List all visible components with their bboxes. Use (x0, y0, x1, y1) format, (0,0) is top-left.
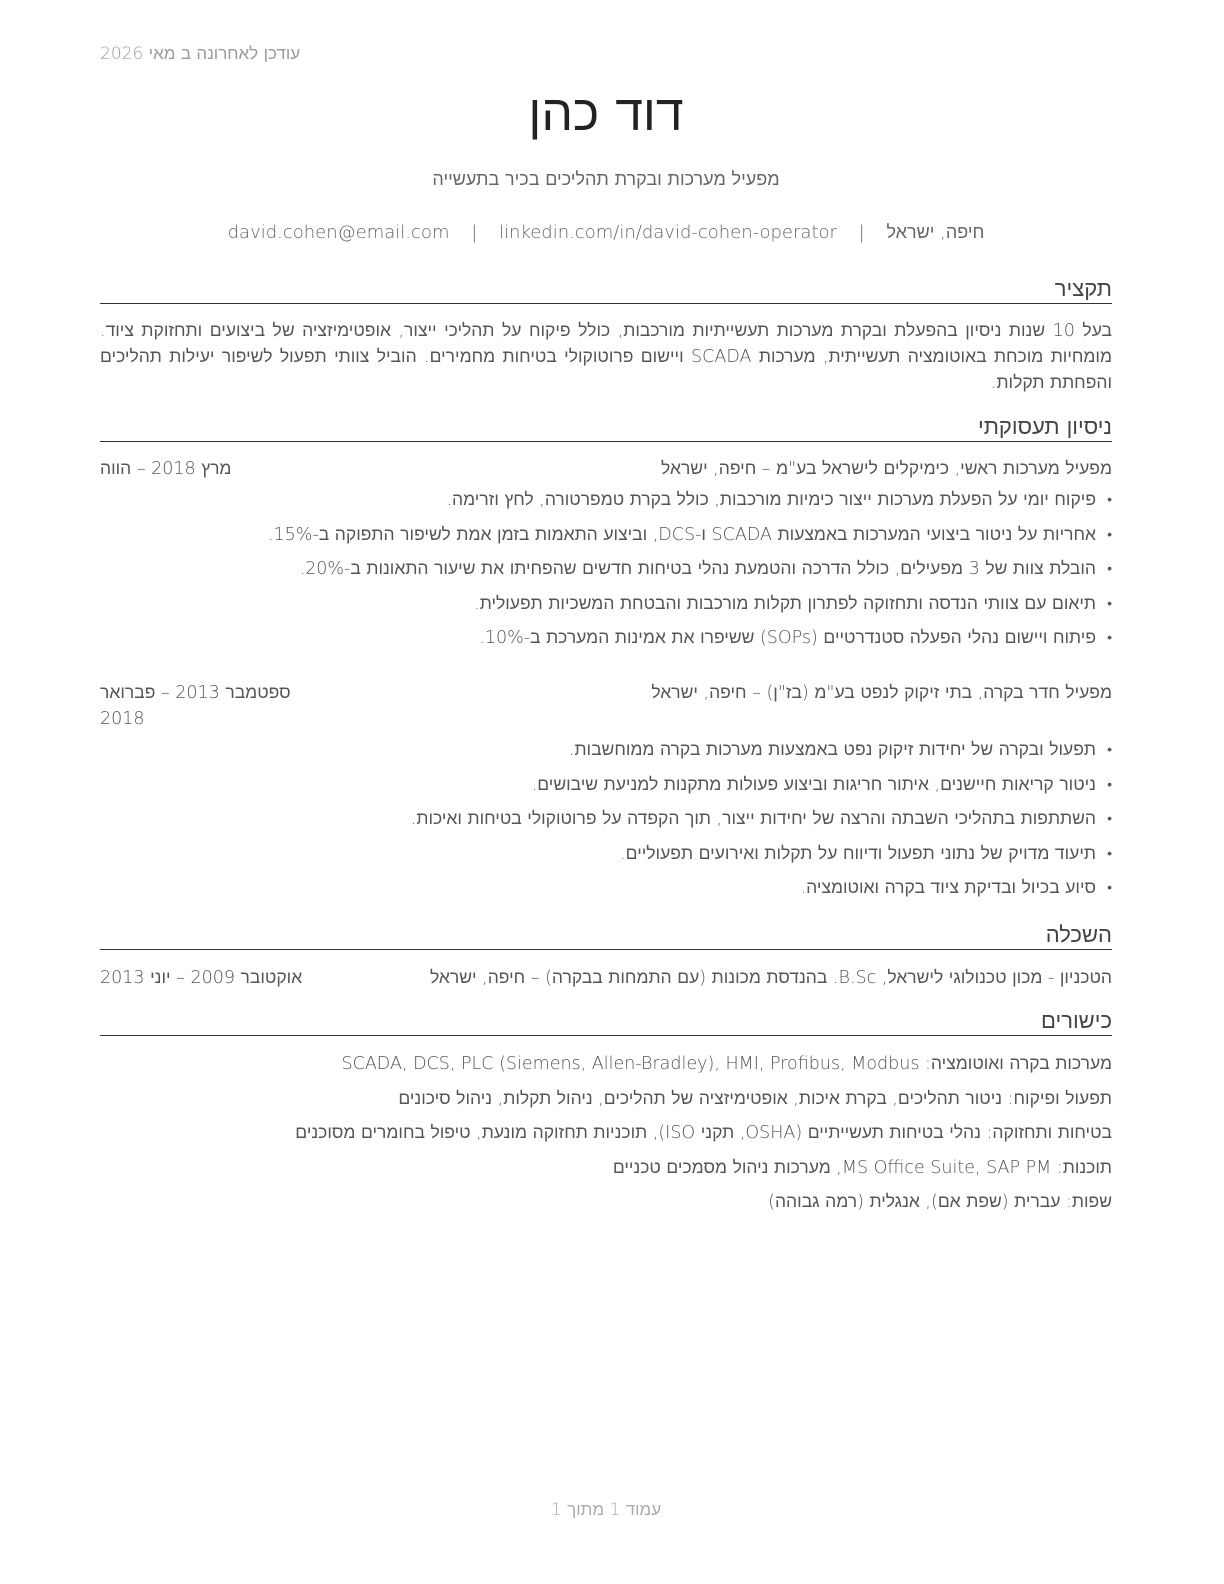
job-title: מפעיל חדר בקרה, בתי זיקוק לנפט בע"מ (בז"ן) – חיפה, ישראל (651, 683, 1112, 703)
contact-separator: | (858, 222, 865, 243)
list-item: בטיחות ותחזוקה: נהלי בטיחות תעשייתיים (OSHA, תקני ISO), תוכניות תחזוקה מונעת, טיפול בחומרים מסוכנים (295, 1123, 1112, 1144)
job-bullets (100, 487, 1112, 660)
education-row (100, 965, 1112, 991)
list-item: • תיאום עם צוותי הנדסה ותחזוקה לפתרון תקלות מורכבות והבטחת המשכיות תפעולית. (100, 591, 1112, 626)
education-heading: השכלה (100, 922, 1112, 950)
resume-page (100, 0, 1112, 1584)
contact-linkedin[interactable]: linkedin.com/in/david-cohen-operator (499, 222, 837, 243)
job-header (100, 680, 1112, 732)
contact-location: חיפה, ישראל (886, 222, 985, 243)
skills-list (100, 1051, 1112, 1224)
list-item: תוכנות: MS Office Suite, SAP PM, מערכות ניהול מסמכים טכניים (612, 1157, 1112, 1178)
candidate-subtitle: מפעיל מערכות ובקרת תהליכים בכיר בתעשייה (432, 169, 780, 190)
list-item: • אחריות על ניטור ביצועי המערכות באמצעות SCADA ו-DCS, וביצוע התאמות בזמן אמת לשיפור התפוקה ב-15%. (100, 522, 1112, 557)
list-item: • תפעול ובקרה של יחידות זיקוק נפט באמצעות מערכות בקרה ממוחשבות. (100, 737, 1112, 772)
experience-heading: ניסיון תעסוקתי (100, 414, 1112, 442)
summary-heading: תקציר (100, 276, 1112, 304)
education-title: הטכניון - מכון טכנולוגי לישראל, B.Sc. בהנדסת מכונות (עם התמחות בבקרה) – חיפה, ישראל (430, 968, 1112, 988)
list-item: שפות: עברית (שפת אם), אנגלית (רמה גבוהה) (768, 1192, 1112, 1213)
job-header (100, 456, 1112, 482)
candidate-name: דוד כהן (528, 84, 684, 142)
list-item: • פיקוח יומי על הפעלת מערכות ייצור כימיות מורכבות, כולל בקרת טמפרטורה, לחץ וזרימה. (100, 487, 1112, 522)
list-item: • סיוע בכיול ובדיקת ציוד בקרה ואוטומציה. (100, 875, 1112, 910)
job-dates: מרץ 2018 – הווה (100, 459, 232, 479)
list-item: • ניטור קריאות חיישנים, איתור חריגות וביצוע פעולות מתקנות למניעת שיבושים. (100, 772, 1112, 807)
list-item: מערכות בקרה ואוטומציה: SCADA, DCS, PLC (Siemens, Allen-Bradley), HMI, Profibus, Modbus (341, 1054, 1112, 1074)
list-item: • תיעוד מדויק של נתוני תפעול ודיווח על תקלות ואירועים תפעוליים. (100, 841, 1112, 876)
page-number: עמוד 1 מתוך 1 (550, 1500, 662, 1520)
job-title: מפעיל מערכות ראשי, כימיקלים לישראל בע"מ – חיפה, ישראל (661, 459, 1112, 479)
contact-separator: | (471, 222, 478, 243)
job-dates: ספטמבר 2013 – פברואר 2018 (100, 683, 291, 729)
education-dates: אוקטובר 2009 – יוני 2013 (100, 968, 303, 988)
skills-heading: כישורים (100, 1008, 1112, 1036)
list-item: • הובלת צוות של 3 מפעילים, כולל הדרכה והטמעת נהלי בטיחות חדשים שהפחיתו את שיעור התאונות ב-20%. (100, 556, 1112, 591)
last-updated: עודכן לאחרונה ב מאי 2026 (100, 44, 301, 64)
contact-line (100, 222, 1112, 243)
list-item: • השתתפות בתהליכי השבתה והרצה של יחידות ייצור, תוך הקפדה על פרוטוקולי בטיחות ואיכות. (100, 806, 1112, 841)
summary-text: בעל 10 שנות ניסיון בהפעלת ובקרת מערכות תעשייתיות מורכבות, כולל פיקוח על תהליכי ייצור, אופטימיזציה של ביצועים ותחזוקת ציוד. מומחיות מוכחת באוטומציה תעשייתית, מערכות SCADA ויישום פרוטוקולי בטיחות מחמירים. הוביל צוותי תפעול לשיפור יעילות תהליכים והפחתת תקלות. (100, 321, 1112, 393)
list-item: • פיתוח ויישום נהלי הפעלה סטנדרטיים (SOPs) ששיפרו את אמינות המערכת ב-10%. (100, 625, 1112, 660)
contact-email[interactable]: david.cohen@email.com (227, 222, 450, 243)
job-bullets (100, 737, 1112, 910)
list-item: תפעול ופיקוח: ניטור תהליכים, בקרת איכות, אופטימיזציה של תהליכים, ניהול תקלות, ניהול סיכונים (398, 1088, 1112, 1109)
